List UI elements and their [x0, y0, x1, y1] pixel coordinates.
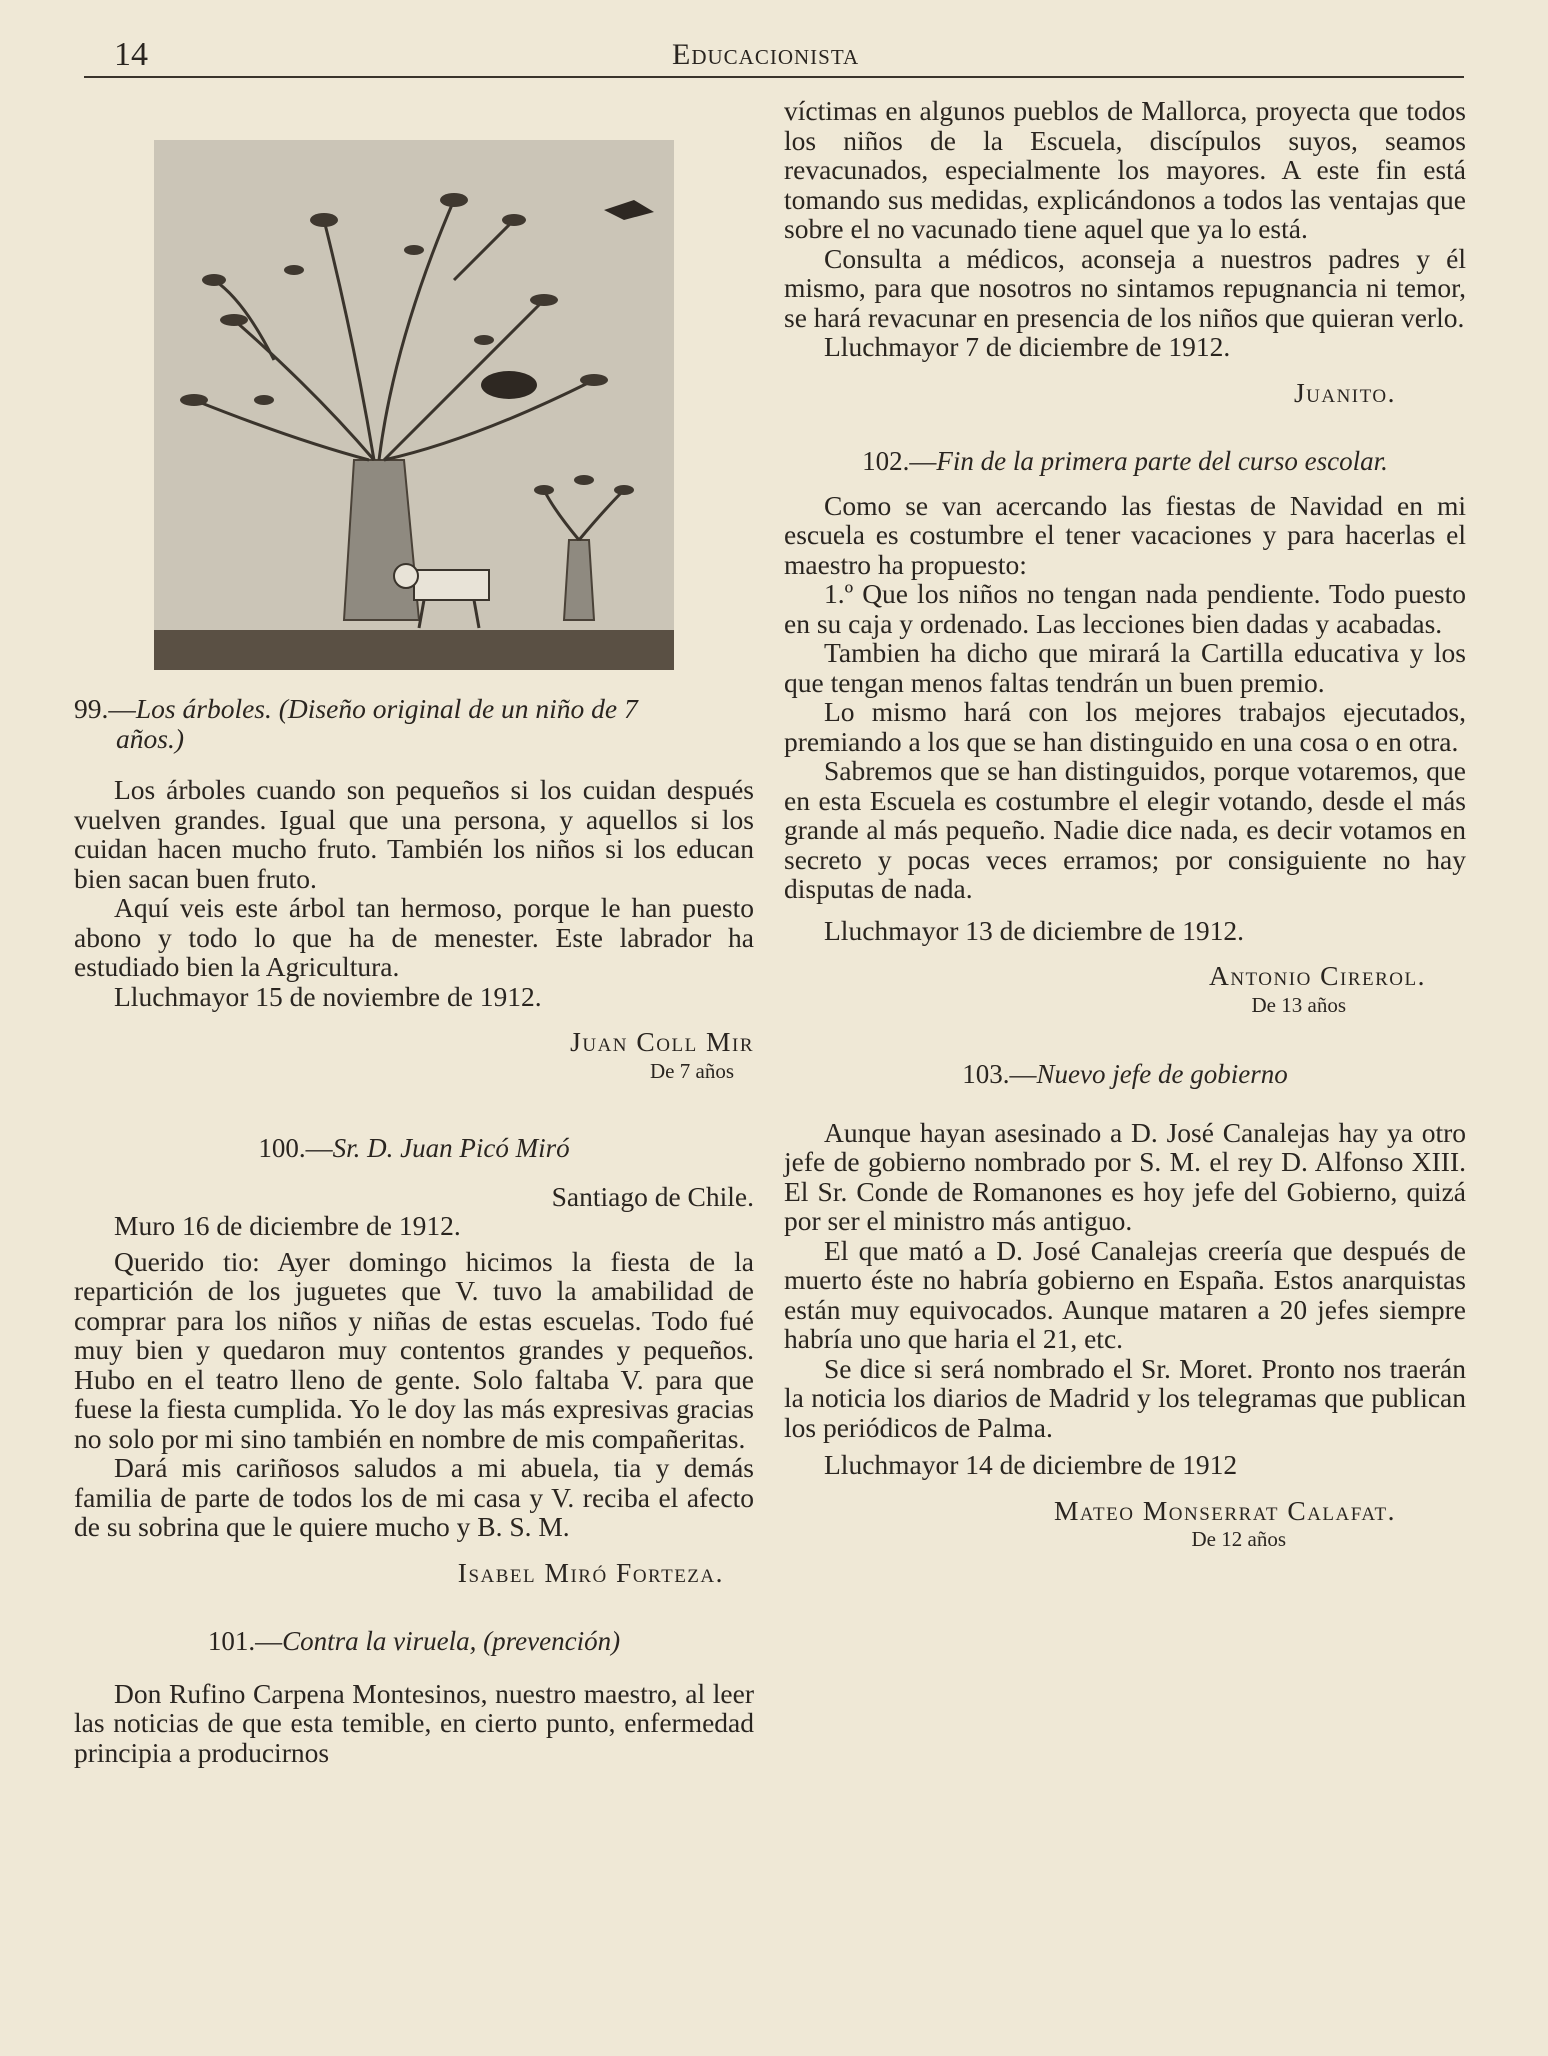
article-100-date: Muro 16 de diciembre de 1912.: [114, 1210, 461, 1241]
article-101-p1-cont: víctimas en algunos pueblos de Mallorca, proyecta que todos los niños de la Escuela, discípulos suyos, seamos revacunados, especialmente los mayores. A este fin está tomando sus medidas, explicándonos a todos las ventajas que sobre el no vacunado tiene aquel que ya lo está.: [784, 95, 1466, 244]
article-100-signature: Isabel Miró Forteza.: [457, 1556, 724, 1588]
running-title: Educacionista: [672, 38, 860, 71]
article-99-p1: Los árboles cuando son pequeños si los cuidan después vuelven grandes. Igual que una persona, y aquellos si los cuidan hacen mucho fruto. También los niños si los educan bien sacan buen fruto.: [74, 774, 754, 894]
article-101-signature: Juanito.: [1293, 376, 1396, 408]
tree-drawing-illustration: [154, 140, 674, 670]
page-number: 14: [114, 36, 148, 73]
article-102-place-date: Lluchmayor 13 de diciembre de 1912.: [824, 914, 1245, 946]
right-column: [784, 96, 1466, 1555]
article-100-location: Santiago de Chile.: [551, 1180, 754, 1212]
article-99-age: De 7 años: [650, 1058, 734, 1083]
article-99-p2: Aquí veis este árbol tan hermoso, porque le han puesto abono y todo lo que ha de menester. Este labrador ha estudiado bien la Agricultura.: [74, 892, 754, 982]
article-101-place-date: Lluchmayor 7 de diciembre de 1912.: [824, 331, 1231, 362]
article-100-p2: Dará mis cariñosos saludos a mi abuela, tia y demás familia de parte de todos los de mi casa y V. reciba el afecto de su sobrina que le quiere mucho y B. S. M.: [74, 1452, 754, 1542]
article-103-p1: Aunque hayan asesinado a D. José Canalejas hay ya otro jefe de gobierno nombrado por S. M. el rey D. Alfonso XIII. El Sr. Conde de Romanones es hoy jefe del Gobierno, quizá por ser el ministro más antiguo.: [784, 1116, 1466, 1236]
article-103-age: De 12 años: [1191, 1527, 1286, 1551]
left-column: [74, 96, 754, 1767]
article-101-p2: Consulta a médicos, aconseja a nuestros padres y él mismo, para que nosotros no sintamos repugnancia ni temor, se hará revacunar en presencia de los niños que quieran verlo.: [784, 242, 1466, 333]
caption-99: 99.—Los árboles. (Diseño original de un niño de 7: [74, 693, 638, 724]
article-100-heading: 100.—Sr. D. Juan Picó Miró: [258, 1133, 570, 1163]
page-header: [84, 30, 1464, 80]
article-102-p3: Tambien ha dicho que mirará la Cartilla educativa y los que tengan menos faltas tendrán un buen premio.: [784, 637, 1466, 698]
article-101-p1: Don Rufino Carpena Montesinos, nuestro maestro, al leer las noticias de que esta temible, en cierto punto, enfermedad principia a producirnos: [74, 1677, 754, 1768]
article-102-signature: Antonio Cirerol.: [1208, 960, 1426, 991]
tree-drawing-icon: [154, 140, 674, 670]
article-103-p3: Se dice si será nombrado el Sr. Moret. Pronto nos traerán la noticia los diarios de Madrid y los telegramas que publican los periódicos de Palma.: [784, 1352, 1466, 1443]
article-102-heading: 102.—Fin de la primera parte del curso escolar.: [862, 446, 1388, 476]
article-99-signature: Juan Coll Mir: [570, 1026, 754, 1057]
article-103-signature: Mateo Monserrat Calafat.: [1053, 1494, 1396, 1526]
article-102-p2: 1.º Que los niños no tengan nada pendiente. Todo puesto en su caja y ordenado. Las lecciones bien dadas y acabadas.: [784, 578, 1466, 639]
article-102-p1: Como se van acercando las fiestas de Navidad en mi escuela es costumbre el tener vacaciones y para hacerlas el maestro ha propuesto:: [784, 489, 1466, 580]
article-102-p5: Sabremos que se han distinguidos, porque votaremos, que en esta Escuela es costumbre el elegir votando, desde el más grande al más pequeño. Nadie dice nada, es decir votamos en secreto y pocas veces erramos; por consiguiente no hay disputas de nada.: [784, 755, 1466, 904]
caption-99-cont: años.): [116, 722, 184, 754]
article-103-place-date: Lluchmayor 14 de diciembre de 1912: [824, 1449, 1238, 1480]
article-102-p4: Lo mismo hará con los mejores trabajos ejecutados, premiando a los que se han distinguido en una cosa o en otra.: [784, 696, 1466, 757]
article-102-age: De 13 años: [1251, 992, 1346, 1017]
header-rule: [84, 76, 1464, 78]
article-103-p2: El que mató a D. José Canalejas creería que después de muerto éste no habría gobierno en España. Estos anarquistas están muy equivocados. Aunque mataren a 20 jefes siempre habría uno que haria el 21, etc.: [784, 1234, 1466, 1354]
article-101-heading: 101.—Contra la viruela, (prevención): [207, 1626, 621, 1656]
article-99-place-date: Lluchmayor 15 de noviembre de 1912.: [114, 980, 542, 1012]
article-103-heading: 103.—Nuevo jefe de gobierno: [962, 1059, 1288, 1089]
article-100-p1: Querido tio: Ayer domingo hicimos la fiesta de la repartición de los juguetes que V. tuvo la amabilidad de comprar para los niños y niñas de estas escuelas. Todo fué muy bien y quedaron muy contentos grandes y pequeños. Hubo en el teatro lleno de gente. Solo faltaba V. para que fuese la fiesta cumplida. Yo le doy las más expresivas gracias no solo por mi sino también en nombre de mis compañeritas.: [74, 1245, 754, 1454]
